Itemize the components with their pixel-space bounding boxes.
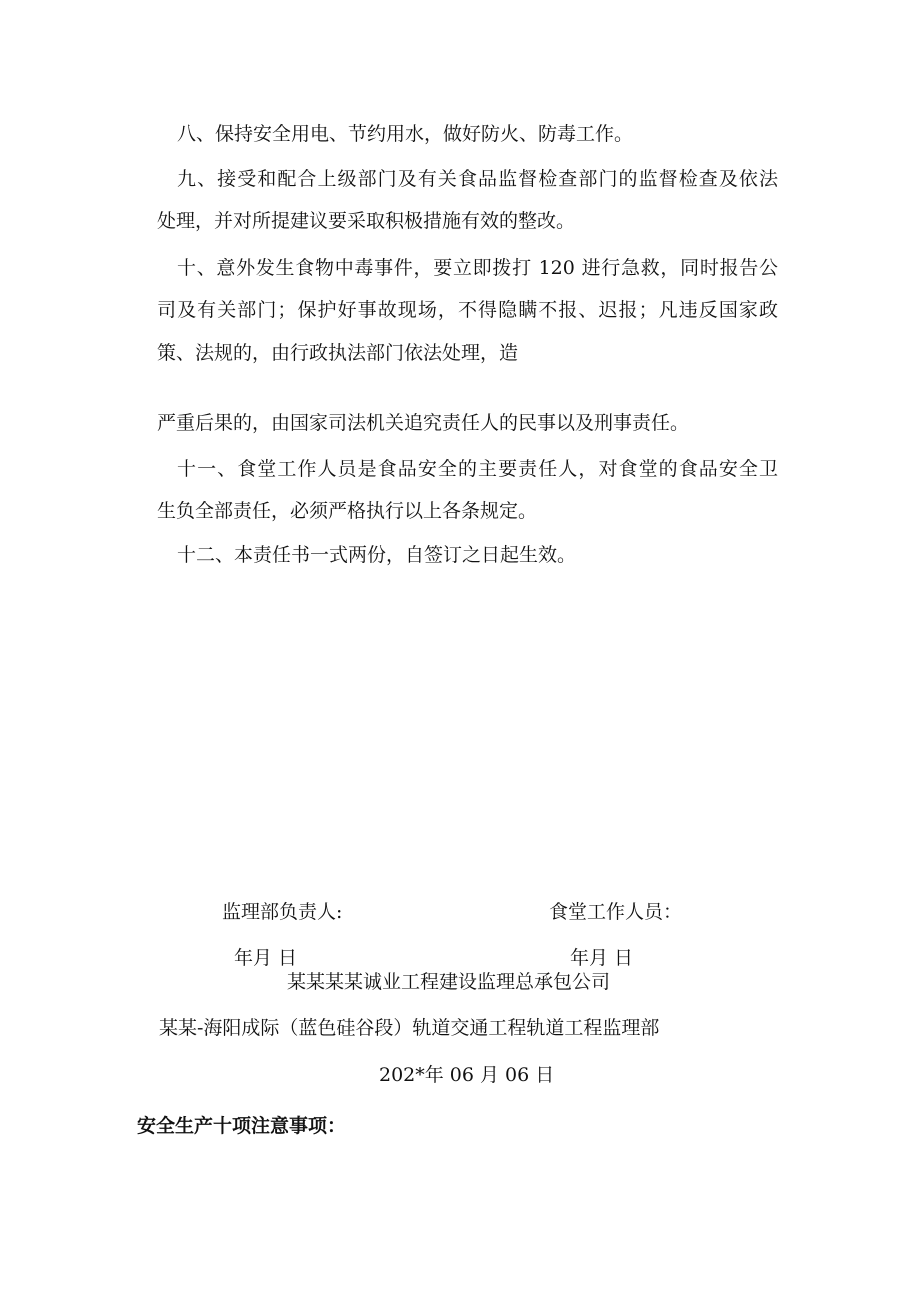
paragraph-9-line-2: 处理，并对所提建议要采取积极措施有效的整改。 <box>157 210 576 232</box>
document-date: 202*年 06 月 06 日 <box>379 1064 555 1086</box>
supervisor-signature-date: 年月 日 <box>234 947 298 969</box>
canteen-staff-signature-label: 食堂工作人员： <box>549 901 683 923</box>
section-heading: 安全生产十项注意事项： <box>137 1115 347 1137</box>
paragraph-10-line-3: 策、法规的，由行政执法部门依法处理，造 <box>157 342 519 364</box>
supervisor-signature-label: 监理部负责人: <box>222 901 343 923</box>
paragraph-10-line-2: 司及有关部门；保护好事故现场，不得隐瞒不报、迟报；凡违反国家政 <box>157 299 778 321</box>
canteen-staff-signature-date: 年月 日 <box>570 947 634 969</box>
department-name: 某某-海阳成际（蓝色硅谷段）轨道交通工程轨道工程监理部 <box>159 1017 660 1039</box>
paragraph-8: 八、保持安全用电、节约用水，做好防火、防毒工作。 <box>177 123 634 145</box>
paragraph-10-line-4: 严重后果的，由国家司法机关追究责任人的民事以及刑事责任。 <box>157 412 690 434</box>
paragraph-9-line-1: 九、接受和配合上级部门及有关食品监督检查部门的监督检查及依法 <box>177 168 778 190</box>
paragraph-10-line-1: 十、意外发生食物中毒事件，要立即拨打 120 进行急救，同时报告公 <box>177 257 778 279</box>
paragraph-11-line-2: 生负全部责任，必须严格执行以上各条规定。 <box>157 500 538 522</box>
company-name: 某某某某诚业工程建设监理总承包公司 <box>287 971 611 993</box>
paragraph-11-line-1: 十一、食堂工作人员是食品安全的主要责任人，对食堂的食品安全卫 <box>177 458 778 480</box>
paragraph-12: 十二、本责任书一式两份，自签订之日起生效。 <box>177 544 577 566</box>
